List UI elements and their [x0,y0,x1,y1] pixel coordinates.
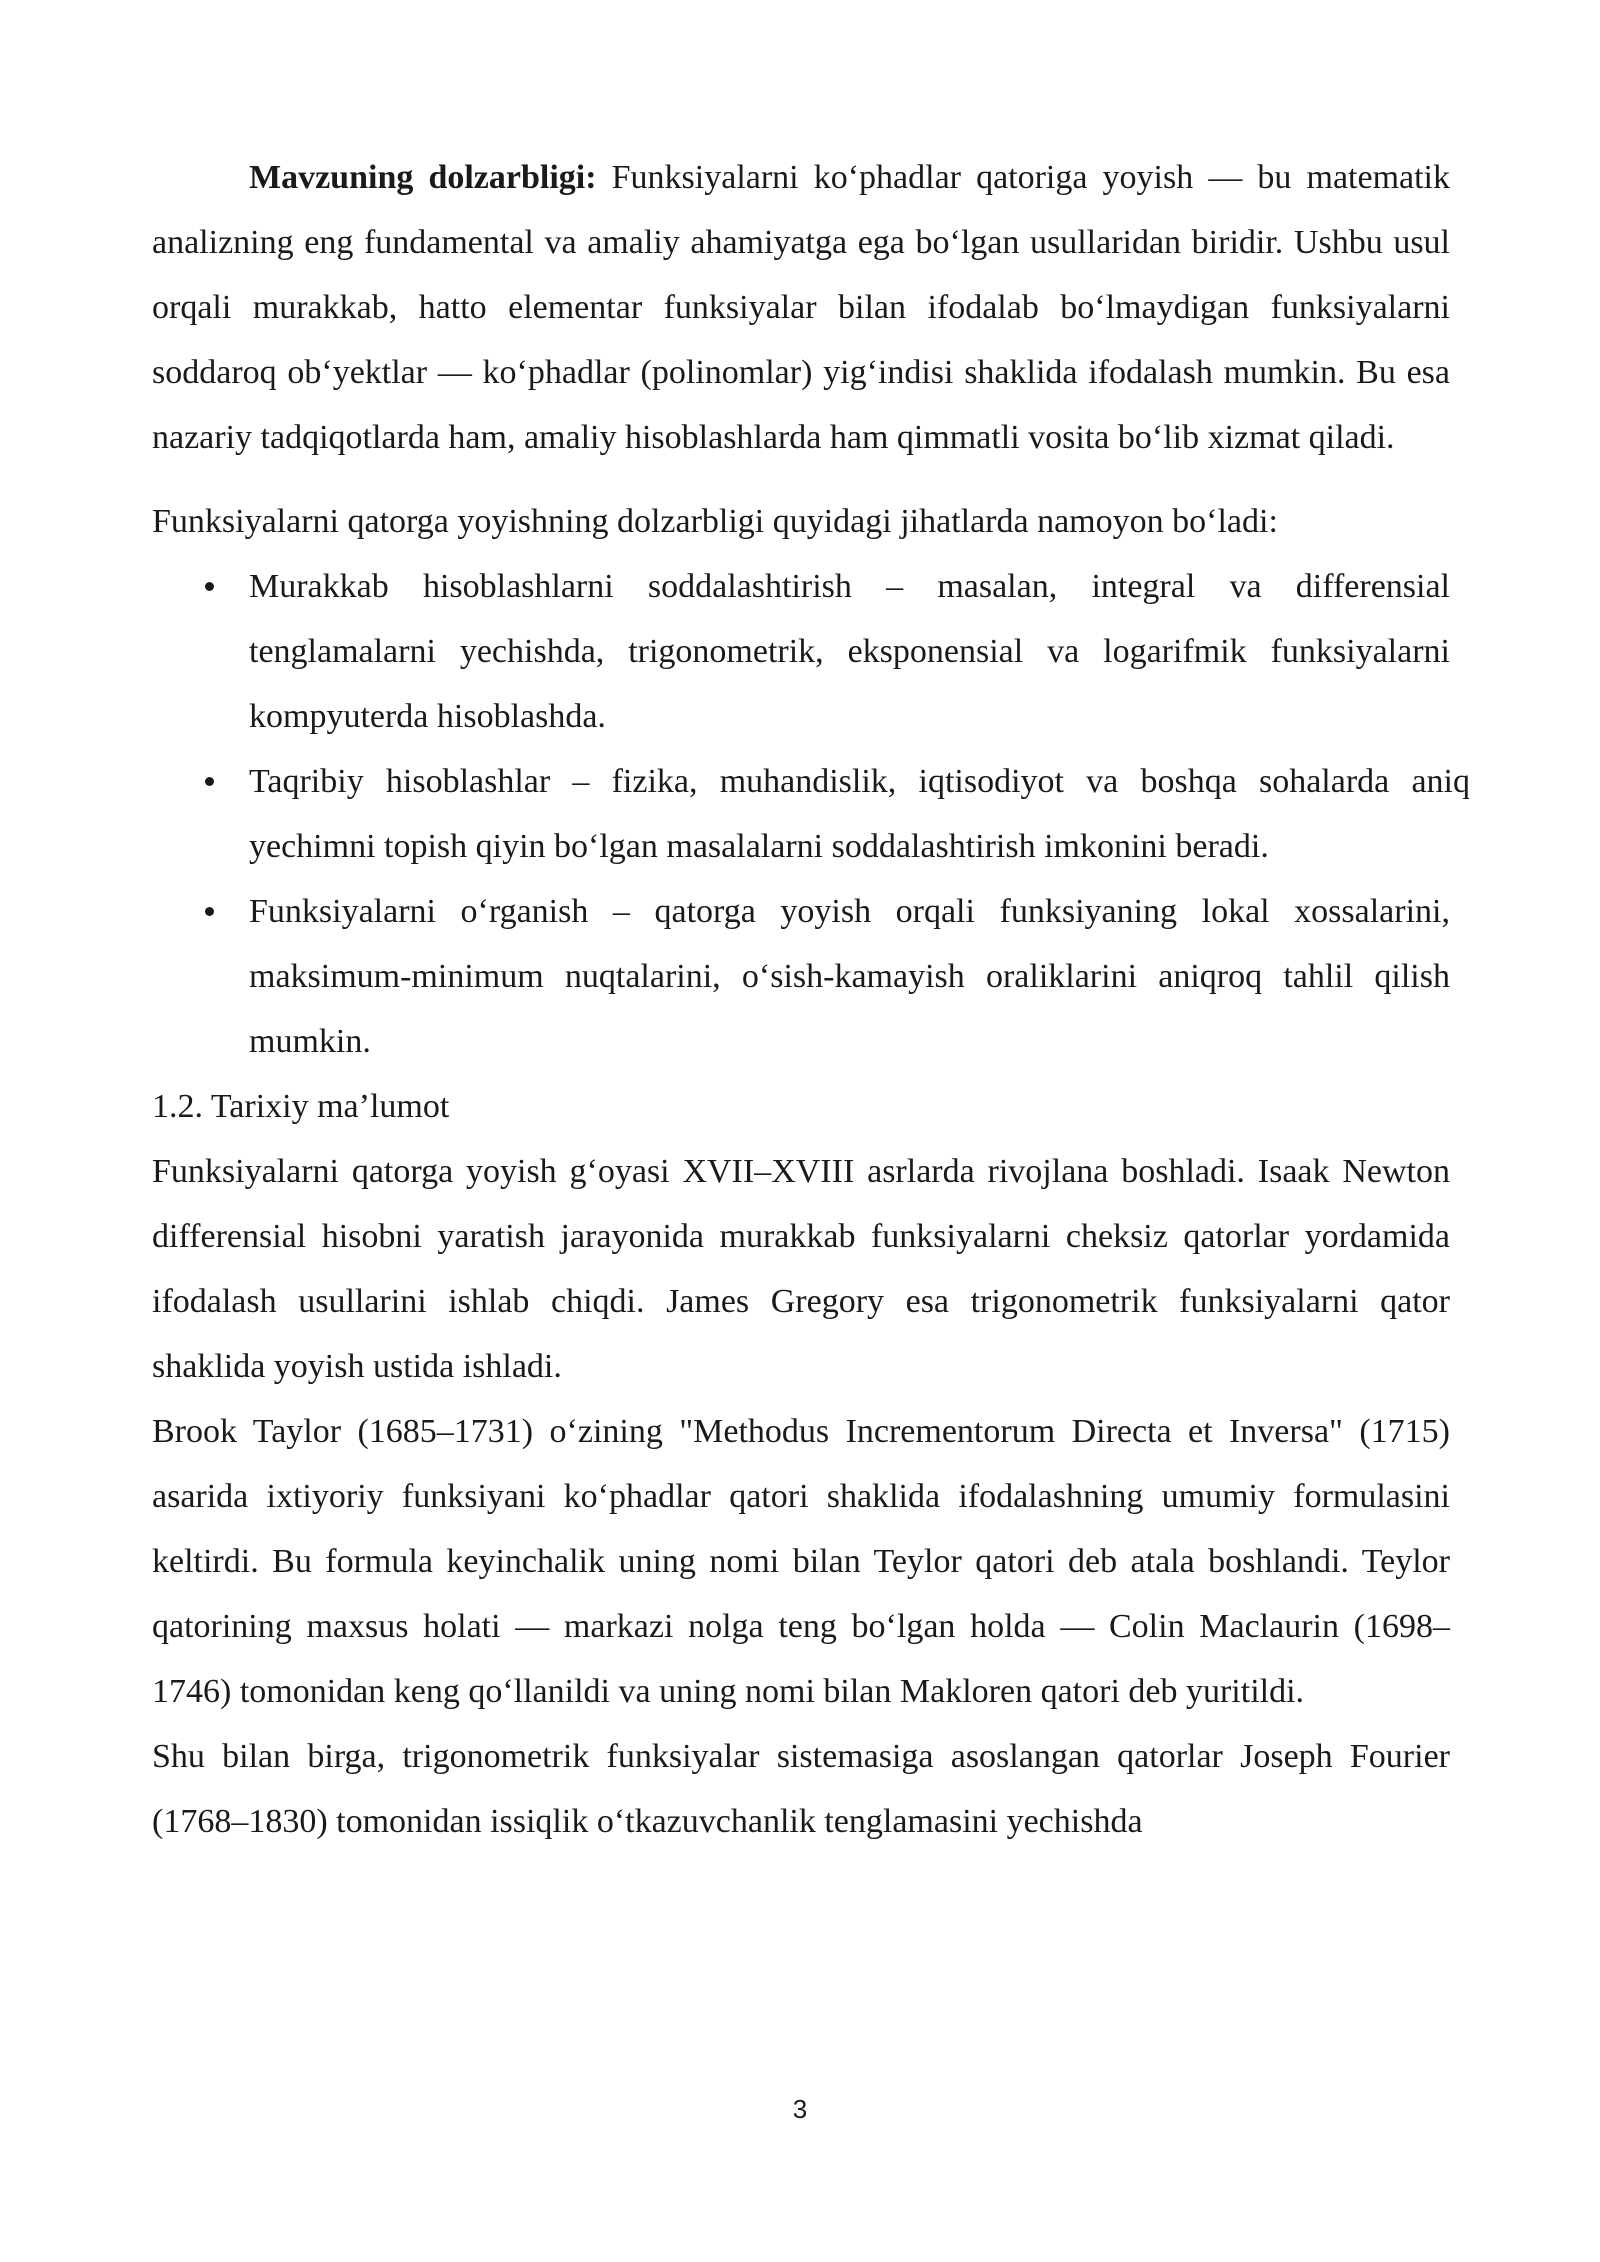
intro-paragraph [152,145,1450,470]
bullet-icon [205,777,214,786]
bullet-icon [205,582,214,591]
list-item-text: Taqribiy hisoblashlar – fizika, muhandislik, iqtisodiyot va boshqa sohalarda aniq yechimni topish qiyin bo‘lgan masalalarni soddalashtirish imkonini beradi. [249,763,1470,865]
relevance-heading: Mavzuning dolzarbligi: [249,159,597,196]
paragraph-gap [152,470,1450,489]
page-body [152,145,1470,1854]
history-paragraph: Funksiyalarni qatorga yoyish g‘oyasi XVII–XVIII asrlarda rivojlana boshladi. Isaak Newton differensial hisobni yaratish jarayonida murakkab funksiyalarni cheksiz qatorlar yordamida ifodalash usullarini ishlab chiqdi. James Gregory esa trigonometrik funksiyalarni qator shaklida yoyish ustida ishladi. [152,1153,1450,1385]
relevance-lead: Funksiyalarni qatorga yoyishning dolzarbligi quyidagi jihatlarda namoyon bo‘ladi: [152,503,1278,540]
list-item [152,554,1450,749]
bullet-icon [205,907,214,916]
intro-text: Funksiyalarni ko‘phadlar qatoriga yoyish — bu matematik analizning eng fundamental va amaliy ahamiyatga ega bo‘lgan usullaridan biridir. Ushbu usul orqali murakkab, hatto elementar funksiyalar bilan ifodalab bo‘lmaydigan funksiyalarni soddaroq ob‘yektlar — ko‘phadlar (polinomlar) yig‘indisi shaklida ifodalash mumkin. Bu esa nazariy tadqiqotlarda ham, amaliy hisoblashlarda ham qimmatli vosita bo‘lib xizmat qiladi. [152,159,1450,456]
list-item [152,879,1450,1074]
list-item-text: Murakkab hisoblashlarni soddalashtirish – masalan, integral va differensial tenglamalarni yechishda, trigonometrik, eksponensial va logarifmik funksiyalarni kompyuterda hisoblashda. [249,568,1450,735]
section-title: 1.2. Tarixiy ma’lumot [152,1088,450,1125]
page-number: 3 [792,2094,808,2124]
history-paragraph: Shu bilan birga, trigonometrik funksiyalar sistemasiga asoslangan qatorlar Joseph Fourier (1768–1830) tomonidan issiqlik o‘tkazuvchanlik tenglamasini yechishda [152,1738,1450,1840]
list-item-text: Funksiyalarni o‘rganish – qatorga yoyish orqali funksiyaning lokal xossalarini, maksimum-minimum nuqtalarini, o‘sish-kamayish oraliklarini aniqroq tahlil qilish mumkin. [249,893,1450,1060]
relevance-list [152,554,1470,1074]
list-item [152,749,1470,879]
history-paragraph: Brook Taylor (1685–1731) o‘zining "Methodus Incrementorum Directa et Inversa" (1715) asarida ixtiyoriy funksiyani ko‘phadlar qatori shaklida ifodalashning umumiy formulasini keltirdi. Bu formula keyinchalik uning nomi bilan Teylor qatori deb atala boshlandi. Teylor qatorining maxsus holati — markazi nolga teng bo‘lgan holda — Colin Maclaurin (1698–1746) tomonidan keng qo‘llanildi va uning nomi bilan Makloren qatori deb yuritildi. [152,1413,1450,1710]
